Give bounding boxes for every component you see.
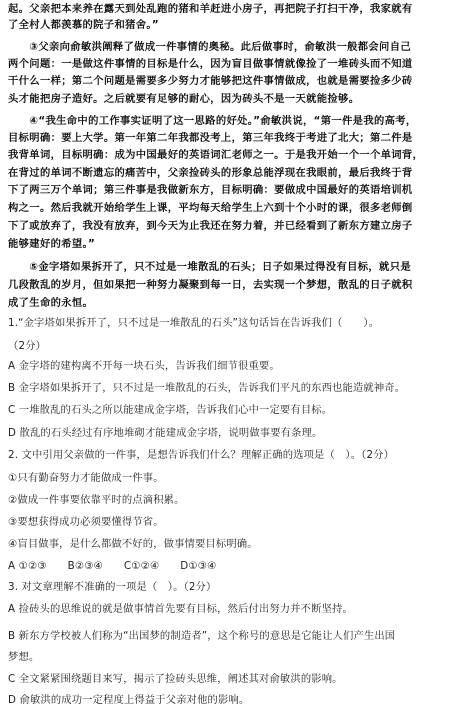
question-2-item: ①只有勤奋努力才能做成一件事。: [8, 472, 164, 484]
passage-line: 构之一。然后我就开始给学生上课，平均每天给学生上六到十个小时的课，很多老师倒: [8, 202, 413, 214]
question-1-stem: 1.“金字塔如果拆开了，只不过是一堆散乱的石头”这句话旨在告诉我们（ ）。: [8, 317, 380, 329]
passage-line: 在背过的单词不断遗忘的痛苦中，父亲捡砖头的形象总能浮现在我眼前，最后我终于背: [8, 167, 413, 179]
question-1-option: D 散乱的石头经过有序地堆砌才能建成金字塔，说明做事要有条理。: [8, 427, 323, 439]
question-2-item: ③要想获得成功必须要懂得节省。: [8, 516, 164, 528]
passage-line: ⑤金字塔如果拆开了，只不过是一堆散乱的石头；日子如果过得没有目标，就只是: [8, 261, 412, 273]
question-2-option: A ①②③ B②③④ C①②④ D①③④: [8, 560, 217, 572]
question-1-option: A 金字塔的建构离不开每一块石头，告诉我们细节很重要。: [8, 360, 280, 372]
passage-line: 起。父亲把本来养在露天到处乱跑的猪和羊赶进小房子，再把院子打扫干净，我家就有: [8, 3, 413, 15]
passage-line: 成了生命的永恒。: [8, 297, 94, 309]
question-3-option: A 捡砖头的思维说的就是做事情首先要有目标，然后付出努力并不断坚持。: [8, 603, 353, 615]
passage-line: 了全村人都羡慕的院子和猪舍。”: [8, 19, 160, 31]
question-1-option: B 金字塔如果拆开了，只不过是一堆散乱的石头，告诉我们平凡的东西也能造就神奇。: [8, 382, 406, 394]
passage-line: 头才能把房子造好。之后就要有足够的耐心，因为砖头不是一天就能捡够。: [8, 93, 360, 105]
question-3-option: 梦想。: [8, 651, 40, 663]
question-1-option: C 一堆散乱的石头之所以能建成金字塔，告诉我们心中一定要有目标。: [8, 404, 333, 416]
passage-line: 两个问题：一是做这件事情的目标是什么，因为盲目做事情就像捡了一堆砖头而不知道: [8, 58, 413, 70]
passage-line: 我背单词，目标明确：成为中国最好的英语词汇老师之一。于是我开始一个一个单词背，: [8, 149, 424, 161]
passage-line: 几段散乱的岁月，但如果把一种努力凝聚到每一日，去实现一个梦想，散乱的日子就积: [8, 279, 413, 291]
question-3-option: C 全文紧紧围绕题目来写，揭示了捡砖头思维，阐述其对俞敏洪的影响。: [8, 673, 343, 685]
question-2-item: ②做成一件事要依靠平时的点滴积累。: [8, 494, 185, 506]
passage-line: ③父亲向俞敏洪阐释了做成一件事情的奥秘。此后做事时，俞敏洪一般都会问自己: [8, 41, 412, 53]
passage-line: 下了或放弃了，我没有放弃，到今天为止我还在努力着，并已经看到了新东方建立房子: [8, 220, 413, 232]
passage-line: 目标明确：要上大学。第一年第二年我都没考上，第三年我终于考进了北大；第二件是: [8, 132, 413, 144]
passage-line: 干什么一样；第二个问题是需要多少努力才能够把这件事情做成，也就是需要捡多少砖: [8, 75, 413, 87]
question-2-item: ④盲目做事，是什么都做不好的，做事情要目标明确。: [8, 538, 258, 550]
question-3-option: D 俞敏洪的成功一定程度上得益于父亲对他的影响。: [8, 694, 250, 706]
question-1-points: （2分）: [8, 340, 47, 352]
passage-line: 能够建好的希望。”: [8, 238, 96, 250]
passage-line: 下了两三万个单词；第三件事是我做新东方，目标明确：要做成中国最好的英语培训机: [8, 184, 413, 196]
passage-line: ④“我生命中的工作事实证明了这一思路的好处。”俞敏洪说，“第一件是我的高考，: [8, 115, 417, 127]
question-2-stem: 2. 文中引用父亲做的一件事，是想告诉我们什么？理解正确的选项是（ ）。（2分）: [8, 449, 395, 461]
question-3-option: B 新东方学校被人们称为“出国梦的制造者”，这个称号的意思是它能让人们产生出国: [8, 630, 396, 642]
question-3-stem: 3. 对文章理解不准确的一项是（ ）。（2分）: [8, 581, 217, 593]
